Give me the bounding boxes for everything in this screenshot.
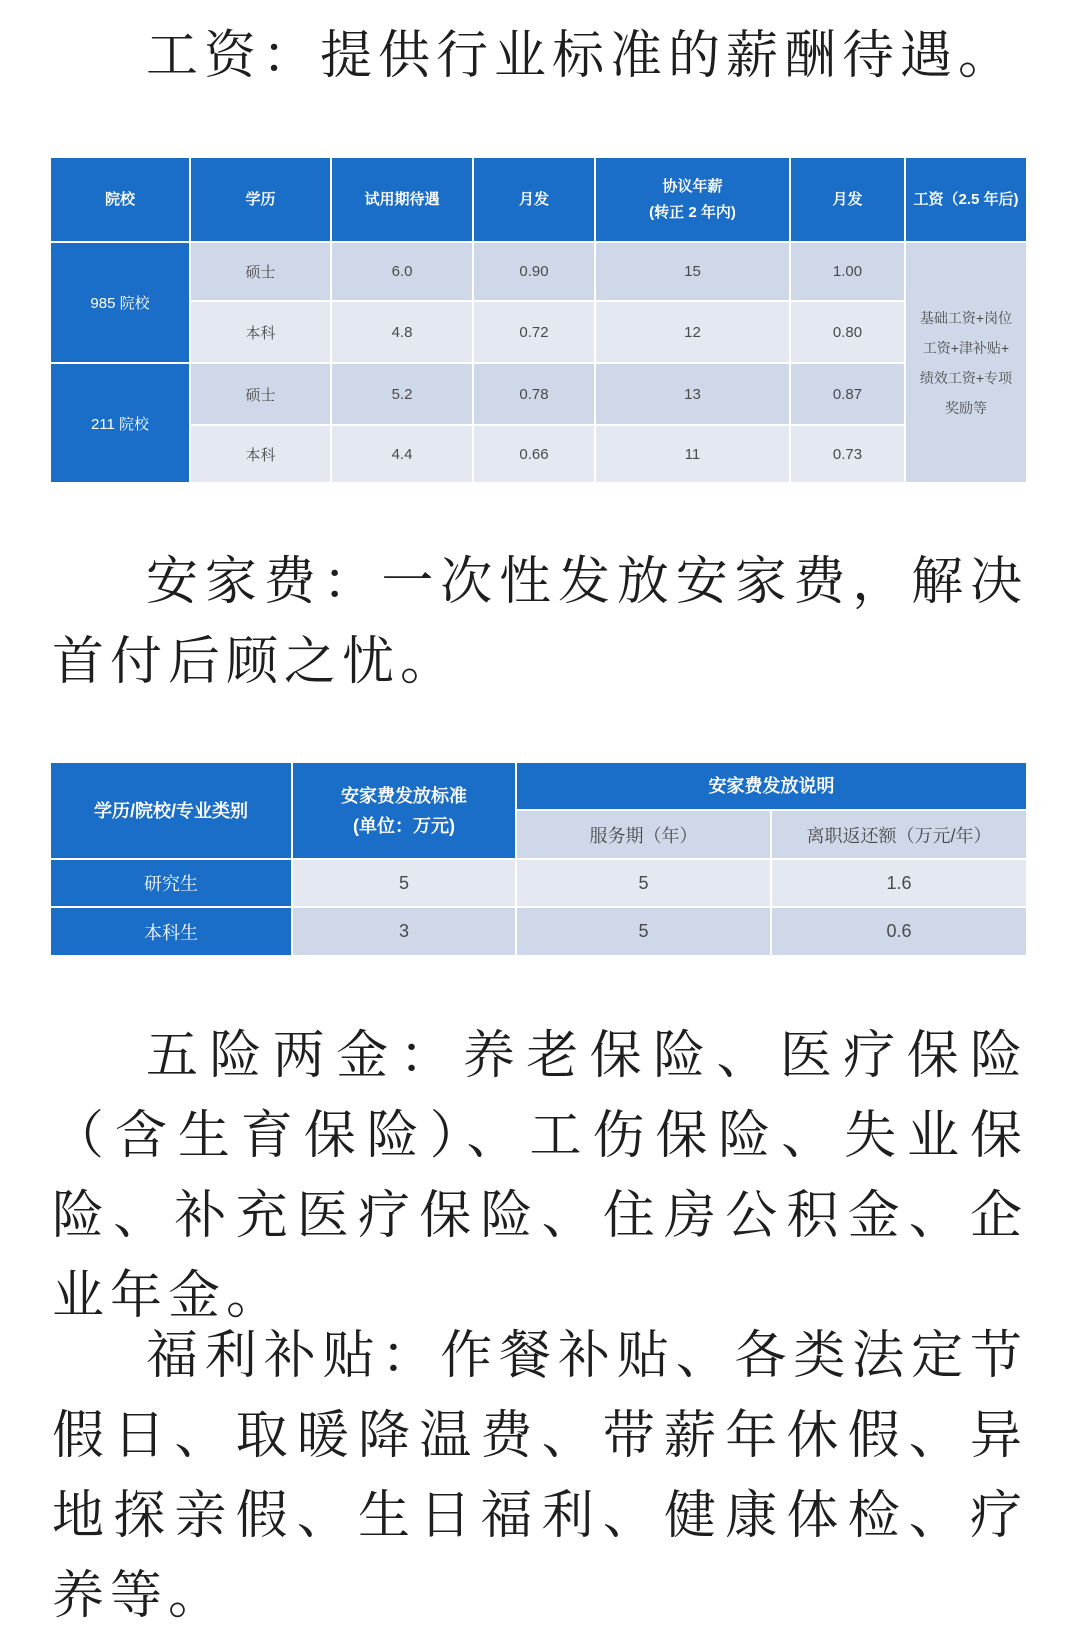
header-standard-unit: (单位：万元) [353, 815, 455, 836]
settle-table-header-row [50, 762, 1027, 810]
header-standard-line1: 安家费发放标准 [341, 785, 467, 806]
header-category: 学历/院校/专业类别 [50, 762, 292, 859]
header-refund: 离职返还额（万元/年） [771, 810, 1027, 859]
cell-degree: 本科 [190, 425, 331, 483]
welfare-paragraph: 福利补贴：作餐补贴、各类法定节假日、取暖降温费、带薪年休假、异地探亲假、生日福利、健康体检、疗养等。 [52, 1326, 1028, 1626]
note-line: 奖励等 [945, 399, 987, 416]
cell-refund: 0.6 [771, 907, 1027, 956]
header-annual-line2: (转正 2 年内) [649, 203, 736, 221]
settle-paragraph: 安家费：一次性发放安家费，解决首付后顾之忧。 [52, 552, 1028, 692]
insurance-paragraph: 五险两金：养老保险、医疗保险（含生育保险）、工伤保险、失业保险、补充医疗保险、住房公积金、企业年金。 [52, 1026, 1028, 1326]
cell-annual: 12 [595, 301, 790, 363]
row-label: 研究生 [50, 859, 292, 907]
header-annual-line1: 协议年薪 [662, 177, 723, 195]
note-line: 基础工资+岗位 [919, 309, 1013, 326]
header-annual-salary [595, 157, 790, 242]
cell-monthly-1: 0.78 [473, 363, 595, 425]
salary-table [49, 156, 1028, 484]
cell-standard: 5 [292, 859, 516, 907]
table-row [50, 242, 1027, 301]
note-line: 绩效工资+专项 [919, 369, 1013, 386]
cell-service: 5 [516, 859, 771, 907]
cell-monthly-1: 0.90 [473, 242, 595, 301]
cell-annual: 13 [595, 363, 790, 425]
table-row [50, 425, 1027, 483]
cell-monthly-1: 0.72 [473, 301, 595, 363]
school-985: 985 院校 [50, 242, 190, 363]
cell-standard: 3 [292, 907, 516, 956]
header-monthly-2: 月发 [790, 157, 905, 242]
settle-table [49, 761, 1028, 957]
header-monthly-1: 月发 [473, 157, 595, 242]
table-row [50, 907, 1027, 956]
cell-degree: 硕士 [190, 242, 331, 301]
cell-degree: 本科 [190, 301, 331, 363]
cell-monthly-2: 0.87 [790, 363, 905, 425]
cell-monthly-2: 0.73 [790, 425, 905, 483]
cell-monthly-2: 0.80 [790, 301, 905, 363]
note-line: 工资+津补贴+ [922, 339, 1010, 356]
salary-paragraph: 工资：提供行业标准的薪酬待遇。 [146, 26, 1017, 86]
header-probation: 试用期待遇 [331, 157, 473, 242]
salary-table-header-row [50, 157, 1027, 242]
cell-probation: 4.4 [331, 425, 473, 483]
table-row [50, 363, 1027, 425]
cell-monthly-2: 1.00 [790, 242, 905, 301]
cell-probation: 6.0 [331, 242, 473, 301]
header-standard [292, 762, 516, 859]
school-211: 211 院校 [50, 363, 190, 483]
salary-composition-note [905, 242, 1027, 483]
row-label: 本科生 [50, 907, 292, 956]
cell-refund: 1.6 [771, 859, 1027, 907]
cell-annual: 15 [595, 242, 790, 301]
header-service-period: 服务期（年） [516, 810, 771, 859]
cell-annual: 11 [595, 425, 790, 483]
header-school: 院校 [50, 157, 190, 242]
cell-service: 5 [516, 907, 771, 956]
header-description-group: 安家费发放说明 [516, 762, 1027, 810]
cell-probation: 4.8 [331, 301, 473, 363]
cell-degree: 硕士 [190, 363, 331, 425]
header-salary-after: 工资（2.5 年后) [905, 157, 1027, 242]
header-degree: 学历 [190, 157, 331, 242]
cell-monthly-1: 0.66 [473, 425, 595, 483]
table-row [50, 859, 1027, 907]
cell-probation: 5.2 [331, 363, 473, 425]
table-row [50, 301, 1027, 363]
